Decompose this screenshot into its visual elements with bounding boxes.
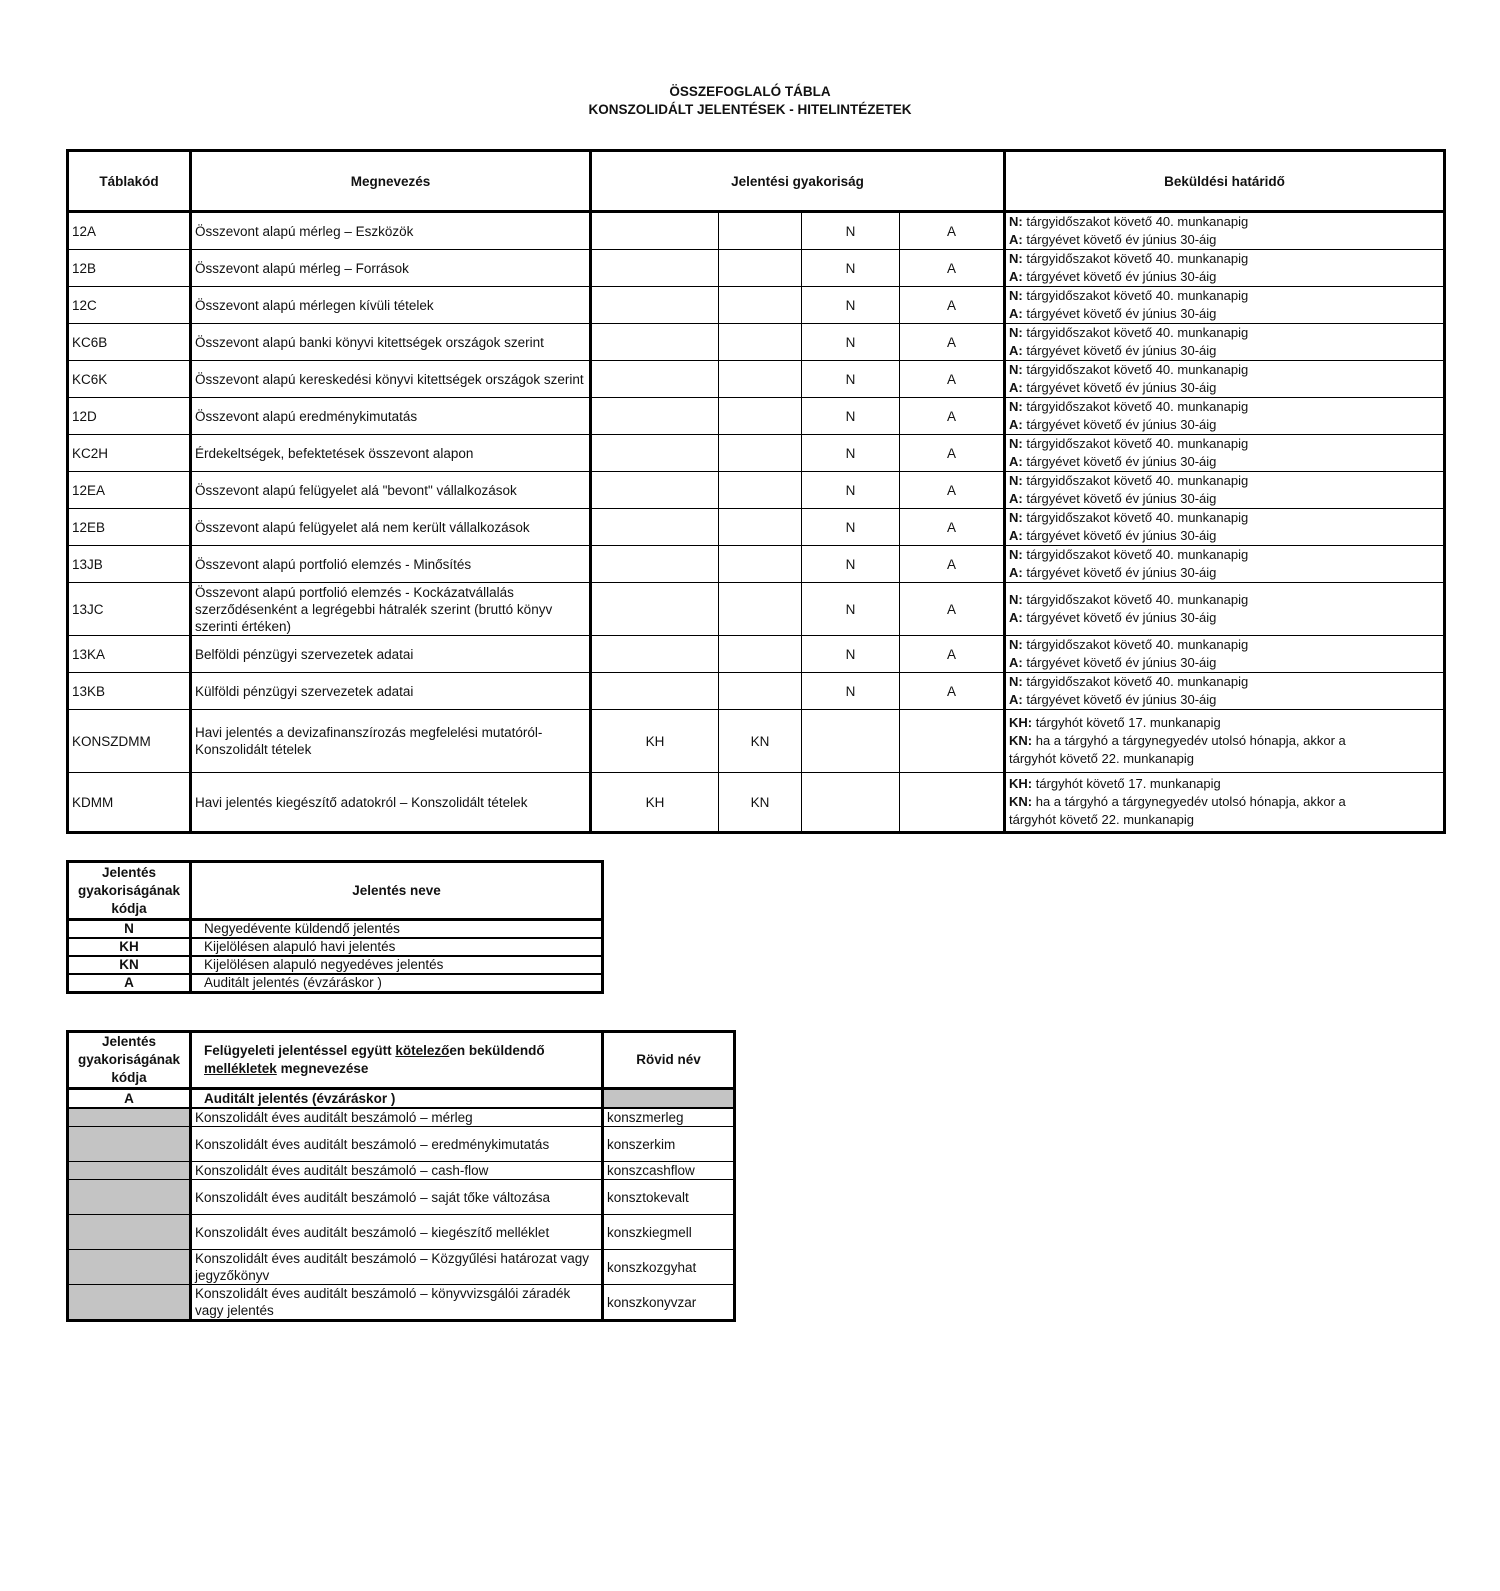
freq-quarterly-designated — [719, 583, 802, 636]
deadline-text: tárgyévet követő év június 30-áig — [1022, 565, 1217, 580]
table-code: 12EA — [68, 472, 191, 509]
freq-quarterly-designated — [719, 250, 802, 287]
deadline-line — [1009, 609, 1440, 627]
deadline-key: A: — [1009, 417, 1023, 432]
deadline-key: KN: — [1009, 794, 1033, 809]
legend-name: Kijelölésen alapuló havi jelentés — [191, 938, 603, 956]
deadline-key: N: — [1009, 510, 1023, 525]
legend-header-code: Jelentés gyakoriságának kódja — [68, 862, 191, 920]
deadline-line — [1009, 811, 1440, 829]
freq-quarterly-designated — [719, 636, 802, 673]
deadline-key: A: — [1009, 306, 1023, 321]
deadline — [1005, 250, 1445, 287]
table-name: Összevont alapú kereskedési könyvi kitettségek országok szerint — [191, 361, 591, 398]
attach-section-row — [68, 1089, 735, 1109]
deadline-line — [1009, 564, 1440, 582]
deadline-text: tárgyidőszakot követő 40. munkanapig — [1022, 288, 1249, 303]
deadline-text: tárgyidőszakot követő 40. munkanapig — [1022, 510, 1249, 525]
freq-monthly — [591, 583, 719, 636]
attachment-name: Konszolidált éves auditált beszámoló – kiegészítő melléklet — [191, 1215, 603, 1250]
attach-section-code: A — [68, 1089, 191, 1109]
deadline-line — [1009, 546, 1440, 564]
attachment-code-cell — [68, 1215, 191, 1250]
freq-quarterly-designated: KN — [719, 773, 802, 833]
attach-header-name-part1: Felügyeleti jelentéssel együtt — [204, 1043, 396, 1058]
table-row — [68, 287, 1445, 324]
table-code: KC2H — [68, 435, 191, 472]
table-code: 12C — [68, 287, 191, 324]
deadline — [1005, 673, 1445, 710]
deadline-line — [1009, 342, 1440, 360]
freq-quarterly: N — [802, 636, 900, 673]
attachment-short-name: konsztokevalt — [603, 1180, 735, 1215]
attachment-row — [68, 1215, 735, 1250]
freq-audited: A — [900, 472, 1005, 509]
deadline-key: A: — [1009, 343, 1023, 358]
attachment-row — [68, 1108, 735, 1127]
deadline-text: tárgyidőszakot követő 40. munkanapig — [1022, 362, 1249, 377]
table-code: KC6K — [68, 361, 191, 398]
freq-monthly — [591, 472, 719, 509]
freq-audited: A — [900, 324, 1005, 361]
attachment-row — [68, 1162, 735, 1180]
attachment-short-name: konszkiegmell — [603, 1215, 735, 1250]
deadline — [1005, 710, 1445, 773]
deadline — [1005, 212, 1445, 250]
deadline-text: tárgyidőszakot követő 40. munkanapig — [1022, 674, 1249, 689]
legend-code: KN — [68, 956, 191, 974]
deadline-key: N: — [1009, 362, 1023, 377]
legend-row — [68, 920, 603, 939]
deadline-key: N: — [1009, 251, 1023, 266]
legend-header-row — [68, 862, 603, 920]
attachment-row — [68, 1285, 735, 1321]
freq-monthly — [591, 361, 719, 398]
deadline-key: A: — [1009, 491, 1023, 506]
table-row — [68, 324, 1445, 361]
freq-audited: A — [900, 361, 1005, 398]
deadline-line — [1009, 636, 1440, 654]
attach-header-row — [68, 1032, 735, 1089]
table-row — [68, 472, 1445, 509]
freq-audited — [900, 710, 1005, 773]
deadline — [1005, 773, 1445, 833]
attachment-name: Konszolidált éves auditált beszámoló – cash-flow — [191, 1162, 603, 1180]
deadline-line — [1009, 732, 1440, 750]
attachment-code-cell — [68, 1108, 191, 1127]
freq-quarterly-designated — [719, 435, 802, 472]
deadline-text: tárgyévet követő év június 30-áig — [1022, 380, 1217, 395]
attachment-name: Konszolidált éves auditált beszámoló – mérleg — [191, 1108, 603, 1127]
table-code: 13KA — [68, 636, 191, 673]
deadline-line — [1009, 654, 1440, 672]
deadline-text: tárgyidőszakot követő 40. munkanapig — [1022, 214, 1249, 229]
attachment-code-cell — [68, 1162, 191, 1180]
deadline-key: N: — [1009, 399, 1023, 414]
deadline-key: A: — [1009, 565, 1023, 580]
table-row — [68, 250, 1445, 287]
deadline-text: tárgyidőszakot követő 40. munkanapig — [1022, 592, 1249, 607]
deadline — [1005, 361, 1445, 398]
deadline-line — [1009, 591, 1440, 609]
title-line-2: KONSZOLIDÁLT JELENTÉSEK - HITELINTÉZETEK — [588, 102, 912, 117]
deadline-key: A: — [1009, 269, 1023, 284]
legend-row — [68, 974, 603, 993]
deadline-key: KN: — [1009, 733, 1033, 748]
deadline-text: tárgyhót követő 17. munkanapig — [1032, 715, 1221, 730]
deadline-line — [1009, 509, 1440, 527]
freq-quarterly-designated — [719, 509, 802, 546]
table-code: 12EB — [68, 509, 191, 546]
table-code: 12D — [68, 398, 191, 435]
table-row — [68, 361, 1445, 398]
freq-quarterly: N — [802, 212, 900, 250]
freq-quarterly: N — [802, 583, 900, 636]
deadline-text: ha a tárgyhó a tárgynegyedév utolsó hónapja, akkor a — [1032, 733, 1346, 748]
deadline-key: A: — [1009, 454, 1023, 469]
table-row — [68, 398, 1445, 435]
attach-section-short — [603, 1089, 735, 1109]
deadline-text: tárgyévet követő év június 30-áig — [1022, 610, 1217, 625]
header-code: Táblakód — [68, 151, 191, 212]
freq-quarterly-designated: KN — [719, 710, 802, 773]
deadline — [1005, 435, 1445, 472]
deadline-line — [1009, 775, 1440, 793]
attachment-short-name: konszkozgyhat — [603, 1250, 735, 1285]
legend-code: A — [68, 974, 191, 993]
freq-audited: A — [900, 398, 1005, 435]
deadline-text: tárgyhót követő 22. munkanapig — [1009, 751, 1195, 766]
table-code: KC6B — [68, 324, 191, 361]
freq-monthly — [591, 673, 719, 710]
freq-monthly — [591, 546, 719, 583]
deadline-text: tárgyhót követő 22. munkanapig — [1009, 812, 1195, 827]
table-row — [68, 435, 1445, 472]
freq-quarterly-designated — [719, 212, 802, 250]
attachment-row — [68, 1180, 735, 1215]
deadline-text: tárgyidőszakot követő 40. munkanapig — [1022, 436, 1249, 451]
freq-quarterly-designated — [719, 472, 802, 509]
deadline-key: A: — [1009, 528, 1023, 543]
freq-audited: A — [900, 636, 1005, 673]
freq-monthly: KH — [591, 710, 719, 773]
deadline-key: KH: — [1009, 776, 1033, 791]
deadline-line — [1009, 490, 1440, 508]
freq-quarterly: N — [802, 472, 900, 509]
deadline-text: tárgyidőszakot követő 40. munkanapig — [1022, 399, 1249, 414]
deadline-text: tárgyévet követő év június 30-áig — [1022, 491, 1217, 506]
legend-row — [68, 956, 603, 974]
table-row — [68, 773, 1445, 833]
deadline-line — [1009, 527, 1440, 545]
freq-quarterly — [802, 773, 900, 833]
table-name: Összevont alapú eredménykimutatás — [191, 398, 591, 435]
table-name: Összevont alapú banki könyvi kitettségek országok szerint — [191, 324, 591, 361]
deadline-text: tárgyévet követő év június 30-áig — [1022, 232, 1217, 247]
deadline-text: tárgyidőszakot követő 40. munkanapig — [1022, 473, 1249, 488]
attachment-name: Konszolidált éves auditált beszámoló – Közgyűlési határozat vagy jegyzőkönyv — [191, 1250, 603, 1285]
deadline-line — [1009, 691, 1440, 709]
attachment-short-name: konszkonyvzar — [603, 1285, 735, 1321]
legend-name: Negyedévente küldendő jelentés — [191, 920, 603, 939]
deadline — [1005, 583, 1445, 636]
freq-audited — [900, 773, 1005, 833]
freq-quarterly — [802, 710, 900, 773]
table-row — [68, 509, 1445, 546]
deadline-line — [1009, 750, 1440, 768]
deadline-text: tárgyévet követő év június 30-áig — [1022, 655, 1217, 670]
freq-quarterly: N — [802, 324, 900, 361]
header-name: Megnevezés — [191, 151, 591, 212]
attachment-code-cell — [68, 1127, 191, 1162]
table-name: Havi jelentés kiegészítő adatokról – Konszolidált tételek — [191, 773, 591, 833]
freq-audited: A — [900, 509, 1005, 546]
deadline-line — [1009, 714, 1440, 732]
attach-header-name-underline2: mellékletek — [204, 1061, 277, 1076]
table-row — [68, 710, 1445, 773]
deadline-text: tárgyévet követő év június 30-áig — [1022, 692, 1217, 707]
deadline-line — [1009, 250, 1440, 268]
freq-audited: A — [900, 546, 1005, 583]
legend-row — [68, 938, 603, 956]
freq-quarterly: N — [802, 435, 900, 472]
freq-quarterly-designated — [719, 287, 802, 324]
table-code: KDMM — [68, 773, 191, 833]
attach-header-short: Rövid név — [603, 1032, 735, 1089]
attach-header-name-part3: megnevezése — [276, 1061, 369, 1076]
attachment-row — [68, 1127, 735, 1162]
freq-quarterly-designated — [719, 324, 802, 361]
document-title — [0, 83, 1500, 119]
freq-quarterly: N — [802, 509, 900, 546]
attach-section-name: Auditált jelentés (évzáráskor ) — [191, 1089, 603, 1109]
deadline-line — [1009, 231, 1440, 249]
deadline-key: N: — [1009, 288, 1023, 303]
freq-audited: A — [900, 250, 1005, 287]
freq-quarterly: N — [802, 287, 900, 324]
attachment-short-name: konszmerleg — [603, 1108, 735, 1127]
freq-quarterly-designated — [719, 398, 802, 435]
table-row — [68, 636, 1445, 673]
table-code: 12B — [68, 250, 191, 287]
attachment-name: Konszolidált éves auditált beszámoló – könyvvizsgálói záradék vagy jelentés — [191, 1285, 603, 1321]
deadline-text: tárgyidőszakot követő 40. munkanapig — [1022, 547, 1249, 562]
legend-name: Kijelölésen alapuló negyedéves jelentés — [191, 956, 603, 974]
deadline-text: tárgyidőszakot követő 40. munkanapig — [1022, 325, 1249, 340]
freq-quarterly-designated — [719, 361, 802, 398]
header-deadline: Beküldési határidő — [1005, 151, 1445, 212]
freq-audited: A — [900, 287, 1005, 324]
freq-audited: A — [900, 212, 1005, 250]
freq-monthly — [591, 509, 719, 546]
table-code: 13JB — [68, 546, 191, 583]
deadline-line — [1009, 268, 1440, 286]
deadline-line — [1009, 435, 1440, 453]
deadline-line — [1009, 453, 1440, 471]
deadline-key: N: — [1009, 473, 1023, 488]
table-row — [68, 212, 1445, 250]
table-code: 12A — [68, 212, 191, 250]
deadline-text: ha a tárgyhó a tárgynegyedév utolsó hónapja, akkor a — [1032, 794, 1346, 809]
deadline — [1005, 287, 1445, 324]
summary-table — [66, 149, 1446, 834]
attach-header-code: Jelentés gyakoriságának kódja — [68, 1032, 191, 1089]
attachment-code-cell — [68, 1285, 191, 1321]
deadline-text: tárgyévet követő év június 30-áig — [1022, 306, 1217, 321]
deadline — [1005, 509, 1445, 546]
table-name: Belföldi pénzügyi szervezetek adatai — [191, 636, 591, 673]
deadline-key: N: — [1009, 674, 1023, 689]
deadline-line — [1009, 793, 1440, 811]
deadline — [1005, 324, 1445, 361]
deadline-key: N: — [1009, 592, 1023, 607]
attach-header-name — [191, 1032, 603, 1089]
deadline-line — [1009, 305, 1440, 323]
deadline-key: N: — [1009, 637, 1023, 652]
attach-header-name-underline1: kötelező — [395, 1043, 450, 1058]
attachment-name: Konszolidált éves auditált beszámoló – eredménykimutatás — [191, 1127, 603, 1162]
table-row — [68, 673, 1445, 710]
deadline-line — [1009, 324, 1440, 342]
deadline-text: tárgyévet követő év június 30-áig — [1022, 454, 1217, 469]
deadline — [1005, 636, 1445, 673]
legend-header-name: Jelentés neve — [191, 862, 603, 920]
table-row — [68, 583, 1445, 636]
legend-code: KH — [68, 938, 191, 956]
summary-header-row — [68, 151, 1445, 212]
freq-monthly: KH — [591, 773, 719, 833]
freq-monthly — [591, 398, 719, 435]
table-name: Összevont alapú mérleg – Források — [191, 250, 591, 287]
freq-quarterly: N — [802, 546, 900, 583]
table-name: Külföldi pénzügyi szervezetek adatai — [191, 673, 591, 710]
deadline-line — [1009, 287, 1440, 305]
freq-quarterly-designated — [719, 673, 802, 710]
deadline-line — [1009, 416, 1440, 434]
table-code: 13JC — [68, 583, 191, 636]
deadline-key: A: — [1009, 232, 1023, 247]
attachment-name: Konszolidált éves auditált beszámoló – saját tőke változása — [191, 1180, 603, 1215]
freq-quarterly: N — [802, 361, 900, 398]
deadline-text: tárgyévet követő év június 30-áig — [1022, 343, 1217, 358]
table-name: Összevont alapú portfolió elemzés - Minősítés — [191, 546, 591, 583]
table-name: Összevont alapú portfolió elemzés - Kockázatvállalás szerződésenként a legrégebbi hátralék szerint (bruttó könyv szerinti értéken) — [191, 583, 591, 636]
deadline-text: tárgyévet követő év június 30-áig — [1022, 528, 1217, 543]
table-name: Összevont alapú mérlegen kívüli tételek — [191, 287, 591, 324]
freq-monthly — [591, 435, 719, 472]
deadline-line — [1009, 361, 1440, 379]
deadline-line — [1009, 472, 1440, 490]
freq-monthly — [591, 287, 719, 324]
freq-audited: A — [900, 583, 1005, 636]
attachment-row — [68, 1250, 735, 1285]
freq-quarterly: N — [802, 398, 900, 435]
table-code: 13KB — [68, 673, 191, 710]
deadline-text: tárgyhót követő 17. munkanapig — [1032, 776, 1221, 791]
attachments-table — [66, 1030, 736, 1322]
legend-code: N — [68, 920, 191, 939]
attachment-short-name: konszerkim — [603, 1127, 735, 1162]
freq-quarterly-designated — [719, 546, 802, 583]
deadline-text: tárgyidőszakot követő 40. munkanapig — [1022, 251, 1249, 266]
table-name: Összevont alapú felügyelet alá nem került vállalkozások — [191, 509, 591, 546]
freq-monthly — [591, 324, 719, 361]
deadline-line — [1009, 673, 1440, 691]
table-name: Havi jelentés a devizafinanszírozás megfelelési mutatóról- Konszolidált tételek — [191, 710, 591, 773]
deadline-line — [1009, 379, 1440, 397]
freq-monthly — [591, 636, 719, 673]
deadline-text: tárgyévet követő év június 30-áig — [1022, 417, 1217, 432]
deadline — [1005, 546, 1445, 583]
table-name: Érdekeltségek, befektetések összevont alapon — [191, 435, 591, 472]
freq-monthly — [591, 212, 719, 250]
deadline-line — [1009, 213, 1440, 231]
attachment-code-cell — [68, 1180, 191, 1215]
freq-audited: A — [900, 435, 1005, 472]
deadline-key: N: — [1009, 325, 1023, 340]
attach-header-name-part2: en beküldendő — [449, 1043, 545, 1058]
deadline-key: N: — [1009, 547, 1023, 562]
header-frequency: Jelentési gyakoriság — [591, 151, 1005, 212]
freq-quarterly: N — [802, 250, 900, 287]
table-name: Összevont alapú mérleg – Eszközök — [191, 212, 591, 250]
attachment-code-cell — [68, 1250, 191, 1285]
legend-name: Auditált jelentés (évzáráskor ) — [191, 974, 603, 993]
deadline-key: KH: — [1009, 715, 1033, 730]
freq-quarterly: N — [802, 673, 900, 710]
deadline-key: A: — [1009, 692, 1023, 707]
deadline-text: tárgyévet követő év június 30-áig — [1022, 269, 1217, 284]
table-row — [68, 546, 1445, 583]
title-line-1: ÖSSZEFOGLALÓ TÁBLA — [669, 84, 831, 99]
deadline-key: N: — [1009, 214, 1023, 229]
deadline-key: A: — [1009, 655, 1023, 670]
deadline-line — [1009, 398, 1440, 416]
table-name: Összevont alapú felügyelet alá "bevont" vállalkozások — [191, 472, 591, 509]
deadline-key: A: — [1009, 610, 1023, 625]
deadline — [1005, 472, 1445, 509]
attachment-short-name: konszcashflow — [603, 1162, 735, 1180]
deadline-text: tárgyidőszakot követő 40. munkanapig — [1022, 637, 1249, 652]
table-code: KONSZDMM — [68, 710, 191, 773]
frequency-legend-table — [66, 860, 604, 994]
freq-audited: A — [900, 673, 1005, 710]
freq-monthly — [591, 250, 719, 287]
deadline — [1005, 398, 1445, 435]
deadline-key: A: — [1009, 380, 1023, 395]
deadline-key: N: — [1009, 436, 1023, 451]
